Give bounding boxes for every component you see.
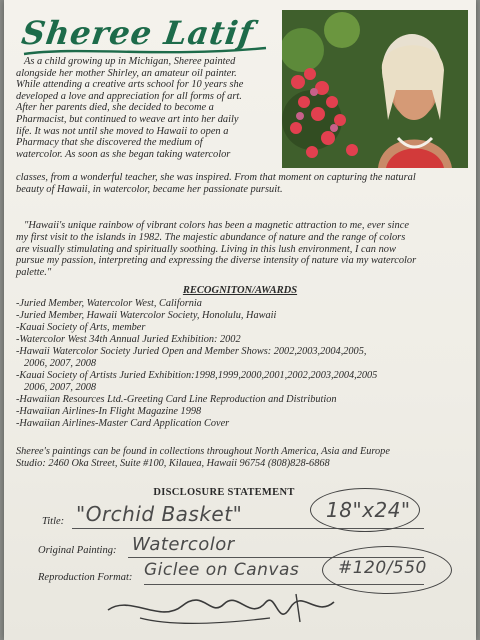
award-item: -Kauai Society of Artists Juried Exhibition:1998,1999,2000,2001,2002,2003,2004,2005 (16, 370, 378, 381)
title-value: "Orchid Basket" (76, 502, 243, 526)
bio-paragraph-continued (16, 172, 472, 195)
size-value: 18"x24" (326, 498, 411, 522)
award-item: -Hawaiian Airlines-Master Card Application Cover (16, 418, 230, 429)
awards-list (16, 298, 472, 430)
bio-line: While attending a creative arts school for 10 years she (16, 79, 244, 91)
bio-line: As a child growing up in Michigan, Sheree painted (24, 56, 236, 67)
bio-line: watercolor. As soon as she began taking watercolor (16, 148, 231, 160)
bio-line: developed a love and appreciation for all forms of art. (16, 90, 242, 102)
award-item: 2006, 2007, 2008 (24, 358, 97, 369)
award-item: 2006, 2007, 2008 (24, 382, 97, 393)
bio-line: After her parents died, she decided to become a (16, 102, 214, 114)
reproduction-format-value: Giclee on Canvas (144, 560, 300, 580)
bio-line: Pharmacy that she discovered the medium of (16, 137, 203, 149)
award-item: -Hawaiian Airlines-In Flight Magazine 1998 (16, 406, 202, 417)
original-painting-value: Watercolor (132, 534, 235, 555)
quote-line: palette." (16, 267, 52, 279)
collections-info (16, 446, 472, 470)
studio-address: Studio: 2460 Oka Street, Suite #100, Kilauea, Hawaii 96754 (808)828-6868 (16, 458, 330, 469)
quote-line: pursue my passion, interpreting and expressing the diverse intensity of nature via my watercolor (16, 255, 417, 267)
quote-line: "Hawaii's unique rainbow of vibrant colors has been a magnetic attraction to me, ever since (24, 220, 409, 231)
quote-line: are visually stimulating and spiritually soothing. Living in this lush environment, I can now (16, 243, 396, 255)
bio-line: beauty of Hawaii, in watercolor, became her passionate pursuit. (16, 183, 283, 195)
artist-quote (16, 220, 472, 279)
bio-line: alongside her mother Shirley, an amateur oil painter. (16, 67, 237, 79)
award-item: -Juried Member, Watercolor West, California (16, 298, 202, 309)
disclosure-heading: DISCLOSURE STATEMENT (153, 487, 295, 498)
bio-sheet (4, 0, 476, 640)
award-item: -Juried Member, Hawaii Watercolor Society, Honolulu, Hawaii (16, 310, 277, 321)
award-item: -Hawaiian Resources Ltd.-Greeting Card Line Reproduction and Distribution (16, 394, 337, 405)
edition-value: #120/550 (338, 558, 427, 578)
award-item: -Watercolor West 34th Annual Juried Exhibition: 2002 (16, 334, 241, 345)
quote-line: my first visit to the islands in 1982. The majestic abundance of nature and the range of colors (16, 231, 406, 243)
bio-line: classes, from a wonderful teacher, she was inspired. From that moment on capturing the natural (16, 172, 416, 183)
awards-heading: RECOGNITON/AWARDS (182, 285, 298, 296)
bio-paragraph (16, 56, 278, 160)
original-painting-label: Original Painting: (38, 545, 117, 556)
artist-photo (282, 10, 468, 168)
artist-signature (100, 588, 340, 632)
reproduction-format-label: Reproduction Format: (38, 572, 133, 583)
award-item: -Hawaii Watercolor Society Juried Open and Member Shows: 2002,2003,2004,2005, (16, 346, 367, 357)
bio-line: Pharmacist, but continued to weave art into her daily (16, 113, 239, 125)
award-item: -Kauai Society of Arts, member (16, 322, 146, 333)
artist-name: Sheree Latif (19, 14, 257, 52)
bio-line: life. It was not until she moved to Hawaii to open a (16, 125, 229, 137)
collections-line: Sheree's paintings can be found in collections throughout North America, Asia and Europe (16, 446, 390, 457)
title-label: Title: (42, 516, 65, 527)
